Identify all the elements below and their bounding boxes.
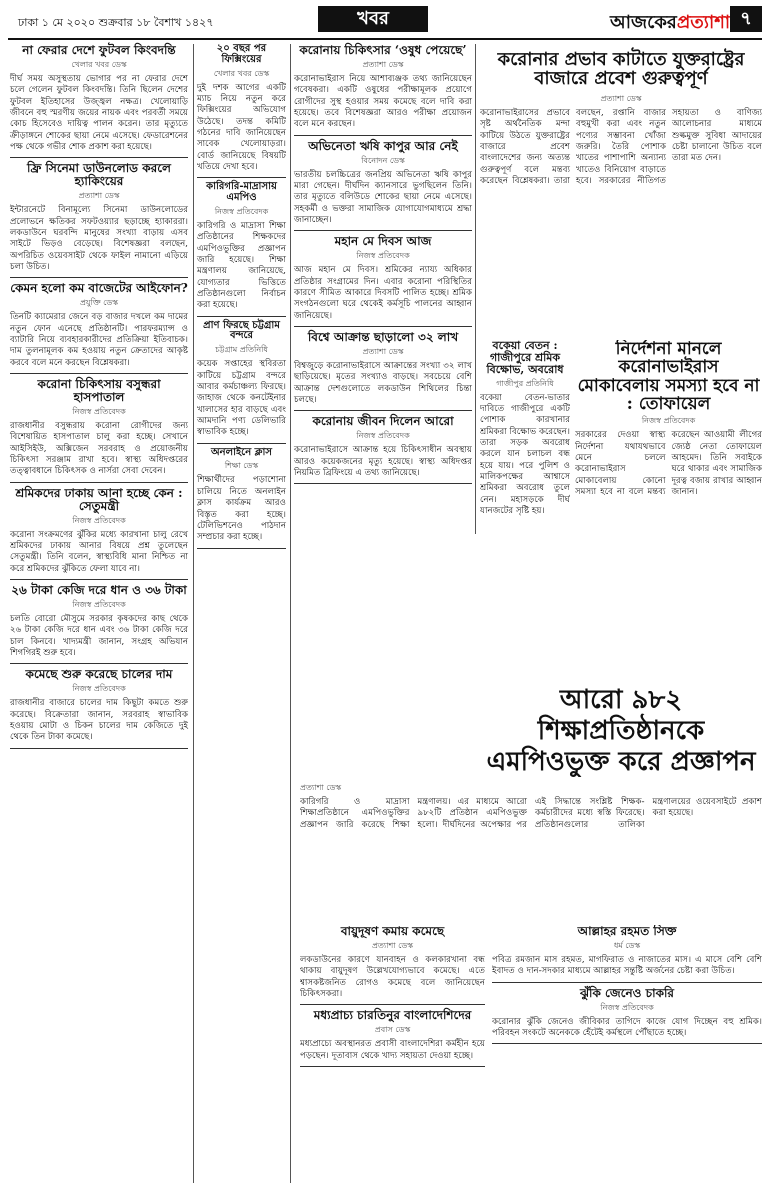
article-byline: নিজস্ব প্রতিবেদক [356, 251, 410, 261]
news-article [197, 44, 286, 178]
article-headline: কারিগরি-মাদ্রাসায় এমপিও [206, 181, 277, 204]
page-number: ৭ [730, 6, 762, 32]
article-body: তিনটি ক্যামেরার জেনে বড় বাজার দখলে কম দামের নতুন ফোন এনেছে প্রতিষ্ঠানটি। পারফরম্যান্স ও ব্যাটারি নিয়ে ব্যবহারকারীদের প্রতিক্রিয়া ইতিবাচক। দাম তুলনামূলক কম হওয়ায় নতুন ক্রেতাদের আকৃষ্ট করবে বলে মনে করছেন বিশ্লেষকরা। [10, 312, 188, 368]
article-byline: নিজস্ব প্রতিবেদক [72, 684, 126, 694]
article-byline: নিজস্ব প্রতিবেদক [72, 406, 126, 416]
bottom-right-block [492, 925, 762, 1183]
article-body: করোনার ঝুঁকি জেনেও জীবিকার তাগিদে কাজে যোগ দিচ্ছেন বহু শ্রমিক। পরিবহন সংকটে অনেককে হেঁটেই কর্মস্থলে পৌঁছাতে হচ্ছে। [492, 1016, 762, 1038]
article-divider [197, 548, 286, 549]
article-body: করোনা সংক্রমণের ঝুঁকির মধ্যে কারখানা চালু রেখে শ্রমিকদের ঢাকায় আনার বিষয়ে প্রশ্ন তুলেছেন সেতুমন্ত্রী। তিনি বলেন, স্বাস্থ্যবিধি মানা নিশ্চিত না করে শ্রমিকদের ঝুঁকিতে ফেলা যাবে না। [10, 529, 188, 574]
article-byline: নিজস্ব প্রতিবেদক [72, 599, 126, 609]
article-body: পবিত্র রমজান মাস রহমত, মাগফিরাত ও নাজাতের মাস। এ মাসে বেশি বেশি ইবাদত ও দান-সদকার মাধ্যমে আল্লাহর সন্তুষ্টি অর্জনের চেষ্টা করা উচিত। [492, 954, 762, 977]
article-headline: না ফেরার দেশে ফুটবল কিংবদন্তি [22, 43, 176, 57]
brand-prefix: আজকের [610, 12, 677, 33]
article-divider [197, 316, 286, 317]
article-byline: প্রবাস ডেস্ক [374, 1025, 411, 1035]
article-divider [10, 373, 188, 374]
article-headline: মধ্যপ্রাচ্য চারতিনুর বাংলাদেশিদের [313, 1008, 472, 1023]
news-article [10, 282, 188, 374]
article-body: লকডাউনের কারণে যানবাহন ও কলকারখানা বন্ধ থাকায় বায়ুদূষণ উল্লেখযোগ্যভাবে কমেছে। এতে শ্বাসকষ্টজনিত রোগও কমেছে বলে জানিয়েছেন চিকিৎসকরা। [300, 954, 485, 999]
article-byline: নিজস্ব প্রতিবেদক [356, 431, 410, 441]
article-body: কয়েক সপ্তাহের স্থবিরতা কাটিয়ে চট্টগ্রাম বন্দরে আবার কর্মচাঞ্চল্য ফিরছে। জাহাজ থেকে কনটেইনার খালাসের হার বাড়ছে এবং আমদানি পণ্য ডেলিভারি স্বাভাবিক হচ্ছে। [197, 359, 286, 438]
article-headline: অভিনেতা ঋষি কাপুর আর নেই [308, 138, 458, 153]
article-divider [294, 135, 472, 136]
news-article [197, 448, 286, 549]
column-rule [475, 44, 476, 534]
article-divider [294, 483, 472, 484]
article-divider [294, 410, 472, 411]
mpo-article [300, 780, 762, 920]
news-article [294, 415, 472, 484]
article-byline: নিজস্ব প্রতিবেদক [72, 515, 126, 525]
protest-headline: বকেয়া বেতন : গাজীপুরে শ্রমিক বিক্ষোভ, অবরোধ [486, 340, 564, 376]
article-headline: ২৬ টাকা কেজি দরে ধান ও ৩৬ টাকা [11, 582, 187, 597]
mpo-headline: আরো ৯৮২ শিক্ষাপ্রতিষ্ঠানকে এমপিওভুক্ত করে প্রজ্ঞাপন [486, 685, 756, 777]
news-article [10, 584, 188, 664]
article-headline: করোনায় চিকিৎসার ‘ওষুধ পেয়েছে’ [299, 43, 467, 57]
article-divider [10, 663, 188, 664]
article-body: বিশ্বজুড়ে করোনাভাইরাসে আক্রান্তের সংখ্যা ৩২ লাখ ছাড়িয়েছে। মৃতের সংখ্যাও বাড়ছে। সবচেয়ে বেশি আক্রান্ত দেশগুলোতে লকডাউন শিথিলের চিন্তা চলছে। [294, 360, 472, 405]
issue-date: ঢাকা ১ মে ২০২০ শুক্রবার ১৮ বৈশাখ ১৪২৭ [18, 16, 214, 29]
mpo-banner [480, 685, 762, 777]
article-headline: মহান মে দিবস আজ [334, 234, 432, 249]
column-third [294, 44, 472, 511]
article-byline: খেলার খবর ডেস্ক [71, 59, 127, 69]
article-divider [197, 443, 286, 444]
article-headline: আল্লাহর রহমত সিক্ত [577, 925, 677, 938]
news-article [10, 162, 188, 278]
article-headline: প্রাণ ফিরছে চট্টগ্রাম বন্দরে [203, 319, 280, 342]
article-divider [10, 277, 188, 278]
article-body: আজ মহান মে দিবস। শ্রমিকের ন্যায্য অধিকার প্রতিষ্ঠার সংগ্রামের দিন। এবার করোনা পরিস্থিতির কারণে সীমিত আকারে দিবসটি পালিত হচ্ছে। শ্রমিক সংগঠনগুলো ঘরে থেকেই কর্মসূচি পালনের আহ্বান জানিয়েছে। [294, 265, 472, 321]
lead-byline: প্রত্যাশা ডেস্ক [600, 93, 642, 103]
mpo-text: কারিগরি ও মাদ্রাসা শিক্ষাপ্রতিষ্ঠানে এমপিওভুক্তির প্রজ্ঞাপন জারি করেছে শিক্ষা মন্ত্রণালয়। এর মাধ্যমে আরো ৯৮২টি প্রতিষ্ঠান এমপিওভুক্ত হলো। দীর্ঘদিনের অপেক্ষার পর এই সিদ্ধান্তে সংশ্লিষ্ট শিক্ষক-কর্মচারীদের মধ্যে স্বস্তি ফিরেছে। প্রতিষ্ঠানগুলোর তালিকা মন্ত্রণালয়ের ওয়েবসাইটে প্রকাশ করা হয়েছে। [300, 797, 762, 830]
column-rule [193, 44, 194, 1183]
news-article [10, 487, 188, 580]
article-headline: করোনায় জীবন দিলেন আরো [312, 414, 454, 429]
article-body: ইন্টারনেটে বিনামূল্যে সিনেমা ডাউনলোডের প্রলোভনে ক্ষতিকর সফটওয়্যার ছড়াচ্ছে হ্যাকাররা। লকডাউনে ঘরবন্দি মানুষের সংখ্যা বাড়ায় এসব সাইটে ভিড়ও বেড়েছে। বিশেষজ্ঞরা বলছেন, অপরিচিত ওয়েবসাইট থেকে ফাইল নামানো এড়িয়ে চলা উচিত। [10, 205, 188, 272]
tofail-headline: নির্দেশনা মানলে করোনাভাইরাস মোকাবেলায় সমস্যা হবে না : তোফায়েল [577, 340, 760, 415]
article-divider [300, 1066, 485, 1067]
newspaper-name [610, 8, 730, 39]
article-byline: প্রত্যাশা ডেস্ক [78, 191, 120, 201]
article-body: দুই দশক আগের একটি ম্যাচ নিয়ে নতুন করে ফিক্সিংয়ের অভিযোগ উঠেছে। তদন্ত কমিটি গঠনের দাবি জানিয়েছেন সাবেক খেলোয়াড়রা। বোর্ড জানিয়েছে বিষয়টি খতিয়ে দেখা হবে। [197, 82, 286, 172]
news-article [197, 182, 286, 316]
news-article [10, 378, 188, 483]
article-body: রাজধানীর বাজারে চালের দাম কিছুটা কমতে শুরু করেছে। বিক্রেতারা জানান, সরবরাহ স্বাভাবিক হওয়ায় মোটা ও চিকন চালের দাম কেজিতে দুই থেকে তিন টাকা কমেছে। [10, 698, 188, 743]
article-byline: শিক্ষা ডেস্ক [224, 461, 259, 471]
column-rule [290, 44, 291, 1183]
news-article [300, 925, 485, 1005]
article-divider [300, 1004, 485, 1005]
lead-headline: করোনার প্রভাব কাটাতে যুক্তরাষ্ট্রের বাজারে প্রবেশ গুরুত্বপূর্ণ [497, 49, 745, 90]
section-tag: খবর [318, 6, 428, 32]
article-divider [492, 1043, 762, 1044]
news-article [197, 321, 286, 444]
article-body: করোনাভাইরাস নিয়ে আশাব্যঞ্জক তথ্য জানিয়েছেন গবেষকরা। একটি ওষুধের পরীক্ষামূলক প্রয়োগে রোগীদের সুস্থ হওয়ার সময় কমেছে বলে দাবি করা হয়েছে। তবে বিশেষজ্ঞরা আরও পরীক্ষা প্রয়োজন বলে মনে করছেন। [294, 73, 472, 130]
article-byline: নিজস্ব প্রতিবেদক [214, 206, 269, 216]
news-article [492, 925, 762, 983]
article-byline: চট্টগ্রাম প্রতিনিধি [215, 345, 268, 355]
article-body: করোনাভাইরাসে আক্রান্ত হয়ে চিকিৎসাধীন অবস্থায় আরও কয়েকজনের মৃত্যু হয়েছে। স্বাস্থ্য অধিদপ্তর নিয়মিত ব্রিফিংয়ে এ তথ্য জানিয়েছে। [294, 445, 472, 478]
protest-text: বকেয়া বেতন-ভাতার দাবিতে গাজীপুরে একটি পোশাক কারখানার শ্রমিকরা বিক্ষোভ করেছেন। তারা সড়ক অবরোধ করলে যান চলাচল বন্ধ হয়ে যায়। পরে পুলিশ ও মালিকপক্ষের আশ্বাসে শ্রমিকরা অবরোধ তুলে নেন। মহাসড়কে দীর্ঘ যানজটের সৃষ্টি হয়। [480, 392, 570, 517]
article-divider [10, 482, 188, 483]
news-article [294, 140, 472, 232]
article-headline: কেমন হলো কম বাজেটের আইফোন? [10, 281, 188, 296]
article-headline: ফ্রি সিনেমা ডাউনলোড করলে হ্যাকিংয়ের [27, 161, 171, 189]
article-headline: করোনা চিকিৎসায় বসুন্ধরা হাসপাতাল [37, 377, 161, 404]
article-body: ভারতীয় চলচ্চিত্রের জনপ্রিয় অভিনেতা ঋষি কাপুর মারা গেছেন। দীর্ঘদিন ক্যানসারে ভুগছিলেন তিনি। তার মৃত্যুতে বলিউডে শোকের ছায়া নেমে এসেছে। সহকর্মী ও ভক্তরা সামাজিক যোগাযোগমাধ্যমে শ্রদ্ধা জানাচ্ছেন। [294, 169, 472, 225]
bottom-left-block [300, 925, 485, 1183]
news-article [294, 44, 472, 136]
news-article [10, 44, 188, 158]
lead-text: করোনাভাইরাসের প্রভাবে সৃষ্ট অর্থনৈতিক মন্দা কাটিয়ে উঠতে যুক্তরাষ্ট্রের বাজারে প্রবেশ বাংলাদেশের জন্য অত্যন্ত গুরুত্বপূর্ণ বলে মন্তব্য করেছেন বিশ্লেষকরা। তারা বলছেন, রপ্তানি বাজার বহুমুখী করা এবং নতুন পণ্যের সম্ভাবনা খোঁজা জরুরি। তৈরি পোশাক খাতের পাশাপাশি অন্যান্য খাতেও বিনিয়োগ বাড়াতে হবে। সরকারের নীতিগত সহায়তা ও বাণিজ্য আলোচনার মাধ্যমে শুল্কমুক্ত সুবিধা আদায়ের চেষ্টা চালানো উচিত বলে তারা মত দেন। [480, 107, 762, 186]
workers-protest-article [480, 340, 570, 680]
column-second [197, 44, 286, 1183]
article-divider [10, 157, 188, 158]
article-headline: শ্রমিকদের ঢাকায় আনা হচ্ছে কেন : সেতুমন্ত্রী [15, 485, 183, 513]
article-body: দীর্ঘ সময় অসুস্থতায় ভোগার পর না ফেরার দেশে চলে গেলেন ফুটবল কিংবদন্তি। তিনি ছিলেন দেশের ফুটবল ইতিহাসের উজ্জ্বল নক্ষত্র। খেলোয়াড়ি জীবনে বহু স্মরণীয় জয়ের নায়ক এবং পরবর্তী সময়ে কোচ হিসেবেও দায়িত্ব পালন করেন। তার মৃত্যুতে ক্রীড়াঙ্গনে শোকের ছায়া নেমে এসেছে। ফেডারেশনের পক্ষ থেকে গভীর শোক প্রকাশ করা হয়েছে। [10, 73, 188, 153]
article-headline: কমেছে শুরু করেছে চালের দাম [25, 667, 173, 682]
tofail-text: সরকারের দেওয়া স্বাস্থ্য নির্দেশনা যথাযথভাবে মেনে চললে করোনাভাইরাস মোকাবেলায় কোনো সমস্যা হবে না বলে মন্তব্য করেছেন আওয়ামী লীগের জ্যেষ্ঠ নেতা তোফায়েল আহমেদ। তিনি সবাইকে ঘরে থাকার এবং সামাজিক দূরত্ব বজায় রাখার আহ্বান জানান। [575, 430, 762, 498]
article-divider [197, 177, 286, 178]
article-headline: বায়ুদূষণ কমায় কমেছে [340, 925, 445, 938]
article-divider [294, 326, 472, 327]
tofail-article [575, 340, 762, 680]
news-article [300, 1009, 485, 1067]
article-body: শিক্ষার্থীদের পড়াশোনা চালিয়ে নিতে অনলাইন ক্লাস কার্যক্রম আরও বিস্তৃত করা হচ্ছে। টেলিভিশনেও পাঠদান সম্প্রচার করা হচ্ছে। [197, 475, 286, 543]
article-divider [492, 982, 762, 983]
lead-article [480, 46, 762, 336]
tofail-byline: নিজস্ব প্রতিবেদক [641, 416, 696, 426]
article-headline: বিশ্বে আক্রান্ত ছাড়ালো ৩২ লাখ [307, 330, 459, 345]
article-byline: বিনোদন ডেস্ক [361, 155, 405, 165]
column-left [10, 44, 188, 1183]
article-body: মধ্যপ্রাচ্যে অবস্থানরত প্রবাসী বাংলাদেশিরা কর্মহীন হয়ে পড়ছেন। দূতাবাস থেকে খাদ্য সহায়তা দেওয়া হচ্ছে। [300, 1039, 485, 1061]
mpo-byline: প্রত্যাশা ডেস্ক [300, 783, 342, 792]
news-article [10, 668, 188, 748]
article-byline: প্রত্যাশা ডেস্ক [362, 346, 404, 356]
news-article [492, 987, 762, 1045]
header-rule [8, 38, 762, 40]
lead-body [480, 108, 762, 187]
article-byline: ধর্ম ডেস্ক [613, 940, 641, 950]
protest-body [480, 393, 570, 518]
news-article [294, 331, 472, 411]
article-body: চলতি বোরো মৌসুমে সরকার কৃষকদের কাছ থেকে ২৬ টাকা কেজি দরে ধান এবং ৩৬ টাকা কেজি দরে চাল কিনবে। খাদ্যমন্ত্রী জানান, সংগ্রহ অভিযান শিগগিরই শুরু হবে। [10, 613, 188, 658]
article-body: রাজধানীর বসুন্ধরায় করোনা রোগীদের জন্য বিশেষায়িত হাসপাতাল চালু করা হচ্ছে। সেখানে আইসিইউ, অক্সিজেন সরবরাহ ও প্রয়োজনীয় চিকিৎসা সরঞ্জাম রাখা হবে। স্বাস্থ্য অধিদপ্তরের তত্ত্বাবধানে চিকিৎসক ও নার্সরা সেবা দেবেন। [10, 420, 188, 477]
protest-byline: গাজীপুর প্রতিনিধি [496, 378, 554, 388]
article-byline: খেলার খবর ডেস্ক [213, 68, 270, 78]
brand-accent: প্রত্যাশা [676, 12, 731, 33]
article-byline: প্রত্যাশা ডেস্ক [362, 59, 404, 69]
article-divider [10, 579, 188, 580]
article-headline: ২০ বছর পর ফিক্সিংয়ের [216, 43, 267, 65]
article-divider [10, 748, 188, 749]
tofail-body [575, 430, 762, 499]
article-headline: ঝুঁকি জেনেও চাকরি [579, 985, 675, 1000]
article-divider [294, 230, 472, 231]
article-byline: প্রত্যাশা ডেস্ক [371, 940, 414, 950]
news-article [294, 235, 472, 327]
article-byline: প্রযুক্তি ডেস্ক [79, 298, 119, 308]
article-headline: অনলাইনে ক্লাস [211, 446, 272, 458]
article-body: কারিগরি ও মাদ্রাসা শিক্ষা প্রতিষ্ঠানের শিক্ষকদের এমপিওভুক্তির প্রজ্ঞাপন জারি হয়েছে। শিক্ষা মন্ত্রণালয় জানিয়েছে, যোগ্যতার ভিত্তিতে প্রতিষ্ঠানগুলো নির্বাচন করা হয়েছে। [197, 220, 286, 311]
mpo-body [300, 797, 762, 831]
article-byline: নিজস্ব প্রতিবেদক [600, 1002, 654, 1012]
